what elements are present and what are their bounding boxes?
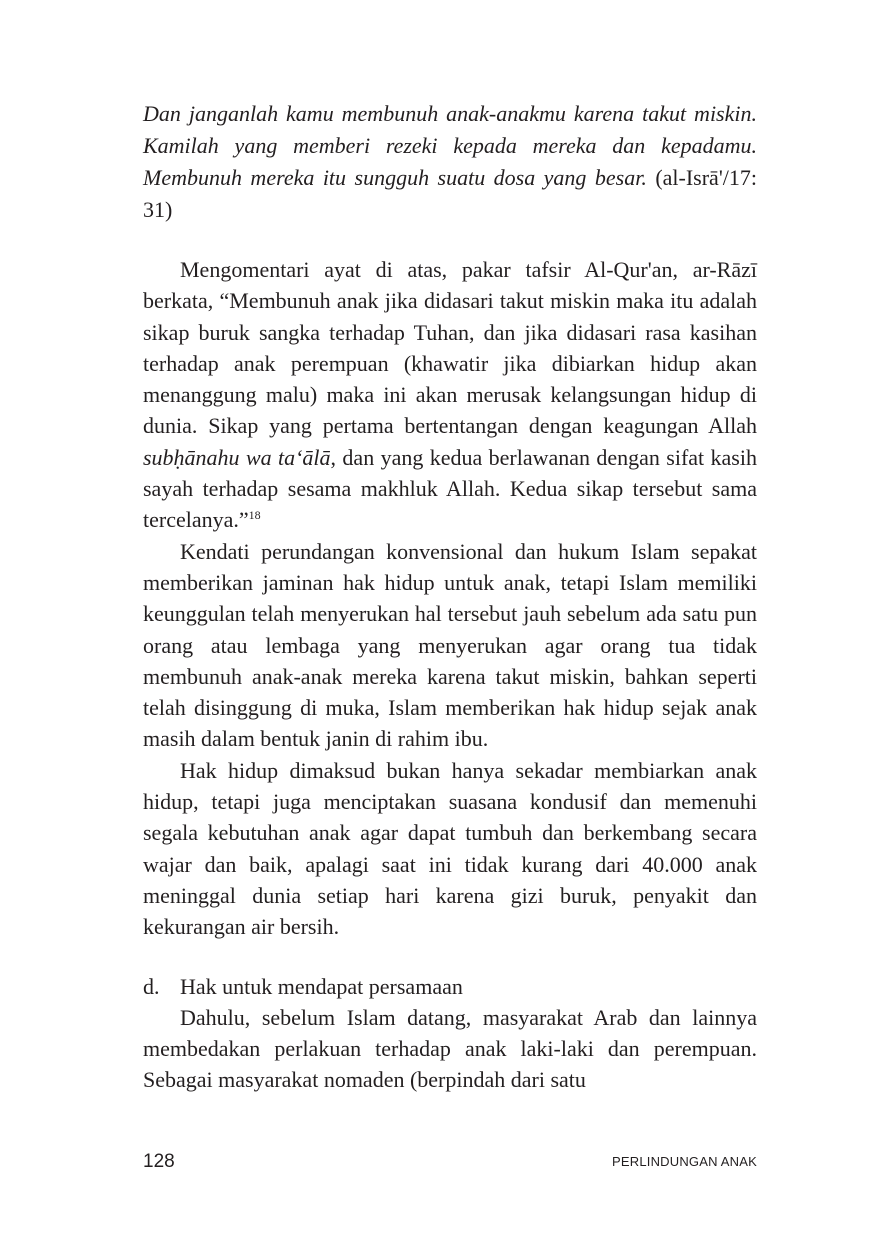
paragraph-right-to-life: Hak hidup dimaksud bukan hanya sekadar membiarkan anak hidup, tetapi juga menciptakan suasana kondusif dan memenuhi segala kebutuhan anak agar dapat tumbuh dan berkembang secara wajar dan baik, apalagi saat ini tidak kurang dari 40.000 anak meninggal dunia setiap hari karena gizi buruk, penyakit dan kekurangan air bersih. bbox=[143, 757, 757, 940]
quran-verse-translation bbox=[143, 98, 757, 226]
paragraph-text-continued: , dan yang kedua berlawanan dengan sifat kasih sayah terhadap sesama makhluk Allah. Kedua sikap tersebut sama tercelanya.” bbox=[143, 444, 757, 533]
paragraph-text: Mengomentari ayat di atas, pakar tafsir Al-Qur'an, ar-Rāzī berkata, “Membunuh anak jika didasari takut miskin maka itu adalah sikap buruk sangka terhadap Tuhan, dan jika didasari rasa kasihan terhadap anak perempuan (khawatir jika dibiarkan hidup akan menanggung malu) maka ini akan merusak kelangsungan hidup di dunia. Sikap yang pertama bertentangan dengan keagungan Allah bbox=[143, 257, 757, 439]
footnote-marker: 18 bbox=[248, 508, 261, 523]
page-footer bbox=[143, 1150, 757, 1174]
section-heading bbox=[143, 971, 757, 1002]
page-number: 128 bbox=[143, 1151, 175, 1172]
paragraph-equality: Dahulu, sebelum Islam datang, masyarakat Arab dan lainnya membedakan perlakuan terhadap anak laki-laki dan perempuan. Sebagai masyarakat nomaden (berpindah dari satu bbox=[143, 1004, 757, 1093]
running-title: PERLINDUNGAN ANAK bbox=[612, 1154, 757, 1169]
page-content bbox=[143, 98, 757, 1096]
section-title: Hak untuk mendapat persamaan bbox=[180, 973, 463, 999]
paragraph-comparison: Kendati perundangan konvensional dan hukum Islam sepakat memberikan jaminan hak hidup untuk anak, tetapi Islam memiliki keunggulan telah menyerukan hal tersebut jauh sebelum ada satu pun orang atau lembaga yang menyerukan agar orang tua tidak membunuh anak-anak mereka karena takut miskin, bahkan seperti telah disinggung di muka, Islam memberikan hak hidup sejak anak masih dalam bentuk janin di rahim ibu. bbox=[143, 538, 757, 752]
honorific-italic: subḥānahu wa ta‘ālā bbox=[143, 444, 331, 470]
section-marker: d. bbox=[143, 973, 160, 999]
paragraph-commentary bbox=[143, 254, 757, 536]
verse-reference: (al-Isrā'/17: 31) bbox=[143, 165, 758, 222]
verse-text: Dan janganlah kamu membunuh anak-anakmu karena takut miskin. Kamilah yang memberi rezeki kepada mereka dan kepadamu. Membunuh mereka itu sungguh suatu dosa yang besar. bbox=[143, 101, 757, 190]
